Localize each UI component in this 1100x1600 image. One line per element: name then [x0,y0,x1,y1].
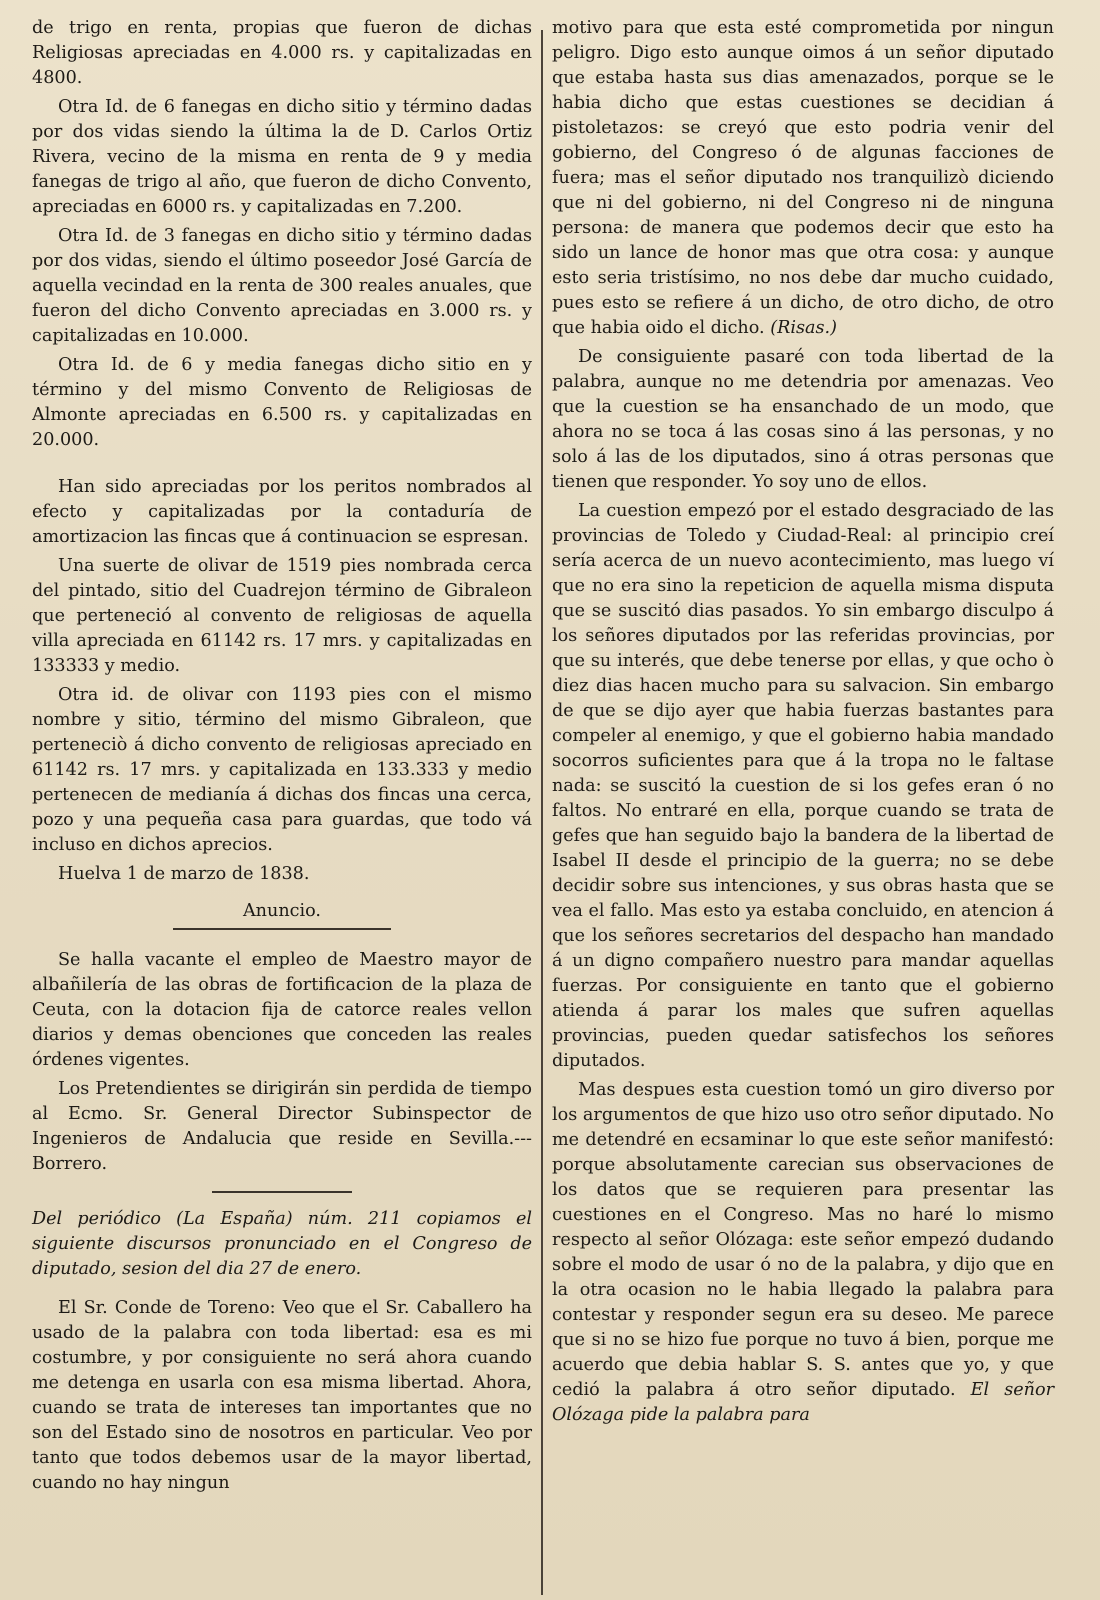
announcement-title: Anuncio. [173,899,391,930]
date-line: Huelva 1 de marzo de 1838. [58,864,310,884]
section-divider [212,1191,352,1193]
appraisal-intro: Han sido apreciadas por los peritos nombrados al efecto y capitalizadas por la contaduría de amortizacion las fincas que á continuacion se espresan. [32,477,532,547]
speech-paragraph-4: Mas despues esta cuestion tomó un giro diverso por los argumentos de que hizo uso otro señor diputado. No me detendré en ecsaminar lo que este señor manifestó: porque absolutamente carecian sus observaciones de los datos que se requieren para presentar las cuestiones en el Congreso. Mas no haré lo mismo respecto al señor Olózaga: este señor empezó dudando sobre el modo de usar ó no de la palabra, y dijo que en la otra ocasion no le habia llegado la palabra para contestar y responder segun era su deseo. Me parece que si no se hizo fue porque no tuvo á bien, porque me acuerdo que debia hablar S. S. antes que yo, y que cedió la palabra á otro señor diputado. El señor Olózaga pide la palabra para [552,1080,1054,1425]
periodical-intro: Del periódico (La España) núm. 211 copiamos el siguiente discursos pronunciado en el Congreso de diputado, sesion del dia 27 de enero. [32,1209,532,1279]
olive-grove-listing-2: Otra id. de olivar con 1193 pies con el mismo nombre y sitio, término del mismo Gibraleon, que perteneciò á dicho convento de religiosas apreciado en 61142 rs. 17 mrs. y capitalizada en 133.333 y medio pertenecen de medianía á dichas dos fincas una cerca, pozo y una pequeña casa para guardas, que todo vá incluso en dichos aprecios. [32,685,532,855]
speech-paragraph-3: La cuestion empezó por el estado desgraciado de las provincias de Toledo y Ciudad-Real: al principio creí sería acerca de un nuevo acontecimiento, mas luego ví que no era sino la repeticion de aquella misma disputa que se suscitó dias pasados. Yo sin embargo disculpo á los señores diputados por las referidas provincias, por que su interés, que debe tenerse por ellas, y que ocho ò diez dias hacen mucho para su salvacion. Sin embargo de que se dijo ayer que habia fuerzas bastantes para compeler al enemigo, y que el gobierno habia mandado socorros suficientes para que á la tropa no le faltase nada: se suscitó la cuestion de si los gefes eran ó no faltos. No entraré en ella, porque cuando se trata de gefes que han seguido bajo la bandera de la libertad de Isabel II desde el principio de la guerra; no se debe decidir sobre sus intenciones, y sus obras hasta que se vea el fallo. Mas esto ya estaba concluido, en atencion á que los señores secretarios del despacho han mandado á un digno compañero nuestro para mandar aquellas fuerzas. Por consiguiente en tanto que el gobierno atienda á parar los males que sufren aquellas provincias, pueden quedar satisfechos los señores diputados. [552,501,1054,1071]
announcement-body: Se halla vacante el empleo de Maestro mayor de albañilería de las obras de fortificacion de la plaza de Ceuta, con la dotacion fija de catorce reales vellon diarios y demas obenciones que conceden las reales órdenes vigentes. [32,950,532,1070]
speech-opening: El Sr. Conde de Toreno: Veo que el Sr. Caballero ha usado de la palabra con toda libertad: esa es mi costumbre, y por consiguiente no será ahora cuando me detenga en usarla con esa misma libertad. Ahora, cuando se trata de intereses tan importantes que no son del Estado sino de nosotros en particular. Veo por tanto que todos debemos usar de la mayor libertad, cuando no hay ningun [32,1298,532,1493]
speech-paragraph-1: motivo para que esta esté comprometida por ningun peligro. Digo esto aunque oimos á un señor diputado que estaba hasta sus dias amenazados, porque se le habia dicho que estas cuestiones se decidian á pistoletazos: se creyó que esto podria venir del gobierno, del Congreso ó de algunas facciones de fuera; mas el señor diputado nos tranquilizò diciendo que ni del gobierno, ni del Congreso ni de ninguna persona: de manera que podemos decir que esto ha sido un lance de honor mas que otra cosa: y aunque esto seria tristísimo, no nos debe dar mucho cuidado, pues esto se refiere á un dicho, de otro dicho, de otro que habia oido el dicho. (Risas.) [552,18,1054,338]
right-column [552,16,1054,1592]
column-divider [541,30,543,1595]
property-listing-4: Otra Id. de 6 y media fanegas dicho sitio en y término y del mismo Convento de Religiosas de Almonte apreciadas en 6.500 rs. y capitalizadas en 20.000. [32,355,532,450]
laughter-note: (Risas.) [770,318,837,338]
speech-paragraph-2: De consiguiente pasaré con toda libertad de la palabra, aunque no me detendria por amenazas. Veo que la cuestion se ha ensanchado de un modo, que ahora no se toca á las cosas sino á las personas, y no solo á las de los diputados, sino á otras personas que tienen que responder. Yo soy uno de ellos. [552,347,1054,492]
olive-grove-listing-1: Una suerte de olivar de 1519 pies nombrada cerca del pintado, sitio del Cuadrejon término de Gibraleon que perteneció al convento de religiosas de aquella villa apreciada en 61142 rs. 17 mrs. y capitalizadas en 133333 y medio. [32,556,532,676]
property-listing-3: Otra Id. de 3 fanegas en dicho sitio y término dadas por dos vidas, siendo el último poseedor José García de aquella vecindad en la renta de 300 reales anuales, que fueron del dicho Convento apreciadas en 3.000 rs. y capitalizadas en 10.000. [32,226,532,346]
stage-note: El señor Olózaga pide la palabra para [552,1380,1054,1425]
announcement-instructions: Los Pretendientes se dirigirán sin perdida de tiempo al Ecmo. Sr. General Director Subinspector de Ingenieros de Andalucia que reside en Sevilla.---Borrero. [32,1079,532,1174]
property-listing-2: Otra Id. de 6 fanegas en dicho sitio y término dadas por dos vidas siendo la última la de D. Carlos Ortiz Rivera, vecino de la misma en renta de 9 y media fanegas de trigo al año, que fueron de dicho Convento, apreciadas en 6000 rs. y capitalizadas en 7.200. [32,97,532,217]
spacer [32,1286,532,1296]
spacer [32,457,532,475]
property-listing-continued: de trigo en renta, propias que fueron de dichas Religiosas apreciadas en 4.000 rs. y capitalizadas en 4800. [32,18,532,88]
announcement-heading [32,899,532,930]
left-column [32,16,532,1592]
